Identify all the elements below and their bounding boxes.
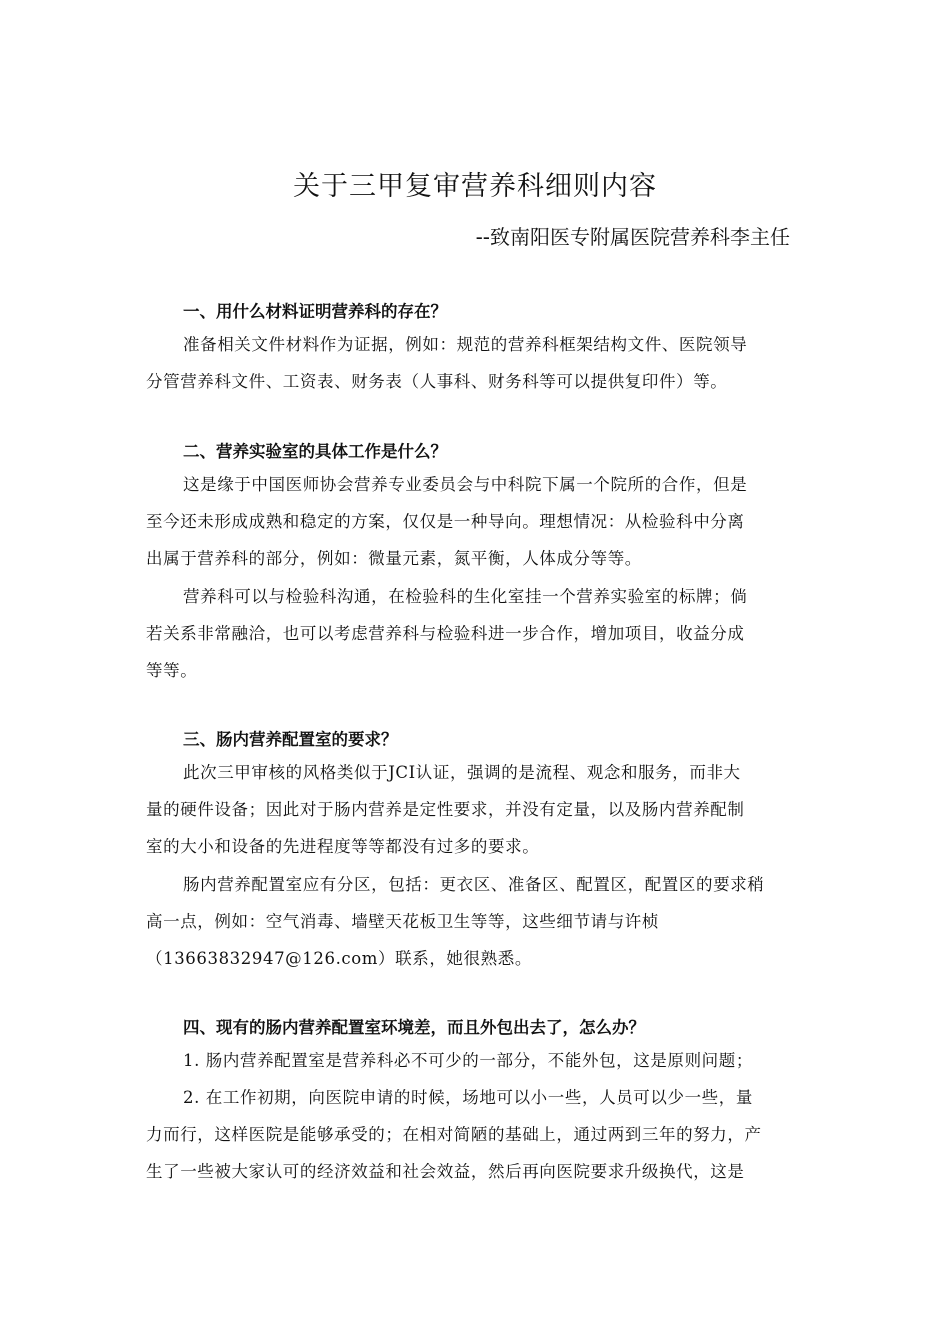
section-heading-2: 二、营养实验室的具体工作是什么？	[183, 442, 447, 461]
section-heading-4: 四、现有的肠内营养配置室环境差，而且外包出去了，怎么办？	[183, 1018, 645, 1037]
paragraph-line: 量的硬件设备；因此对于肠内营养是定性要求，并没有定量，以及肠内营养配制	[146, 800, 745, 820]
document-title: 关于三甲复审营养科细则内容	[293, 171, 657, 202]
paragraph-line: 室的大小和设备的先进程度等等都没有过多的要求。	[146, 837, 540, 857]
paragraph	[146, 1042, 806, 1079]
paragraph	[146, 326, 806, 400]
paragraph-line: 此次三甲审核的风格类似于JCI认证，强调的是流程、观念和服务，而非大	[183, 763, 741, 782]
document-subtitle: --致南阳医专附属医院营养科李主任	[475, 225, 790, 249]
paragraph-line: 肠内营养配置室应有分区，包括：更衣区、准备区、配置区，配置区的要求稍	[183, 875, 765, 894]
paragraph-line: （13663832947@126.com）联系，她很熟悉。	[146, 949, 532, 969]
paragraph-line: 等等。	[146, 661, 198, 681]
paragraph-line: 至今还未形成成熟和稳定的方案，仅仅是一种导向。理想情况：从检验科中分离	[146, 512, 745, 532]
paragraph	[146, 754, 806, 866]
paragraph-line: 生了一些被大家认可的经济效益和社会效益，然后再向医院要求升级换代，这是	[146, 1162, 745, 1182]
paragraph-line: 2. 在工作初期，向医院申请的时候，场地可以小一些，人员可以少一些，量	[183, 1088, 753, 1107]
paragraph-line: 这是缘于中国医师协会营养专业委员会与中科院下属一个院所的合作，但是	[183, 475, 748, 494]
section-heading-3: 三、肠内营养配置室的要求？	[183, 730, 398, 749]
paragraph	[146, 866, 806, 978]
paragraph-line: 1. 肠内营养配置室是营养科必不可少的一部分，不能外包，这是原则问题；	[183, 1051, 753, 1070]
paragraph-line: 高一点，例如：空气消毒、墙壁天花板卫生等等，这些细节请与许桢	[146, 912, 659, 932]
paragraph-line: 出属于营养科的部分，例如：微量元素，氮平衡，人体成分等等。	[146, 549, 642, 569]
section-heading-1: 一、用什么材料证明营养科的存在？	[183, 302, 447, 321]
paragraph-line: 力而行，这样医院是能够承受的；在相对简陋的基础上，通过两到三年的努力，产	[146, 1125, 762, 1145]
paragraph-line: 营养科可以与检验科沟通，在检验科的生化室挂一个营养实验室的标牌；倘	[183, 587, 748, 606]
paragraph-line: 分管营养科文件、工资表、财务表（人事科、财务科等可以提供复印件）等。	[146, 372, 728, 392]
paragraph	[146, 466, 806, 578]
paragraph-line: 若关系非常融洽，也可以考虑营养科与检验科进一步合作，增加项目，收益分成	[146, 624, 745, 644]
paragraph-line: 准备相关文件材料作为证据，例如：规范的营养科框架结构文件、医院领导	[183, 335, 748, 354]
paragraph	[146, 578, 806, 690]
paragraph	[146, 1079, 806, 1191]
